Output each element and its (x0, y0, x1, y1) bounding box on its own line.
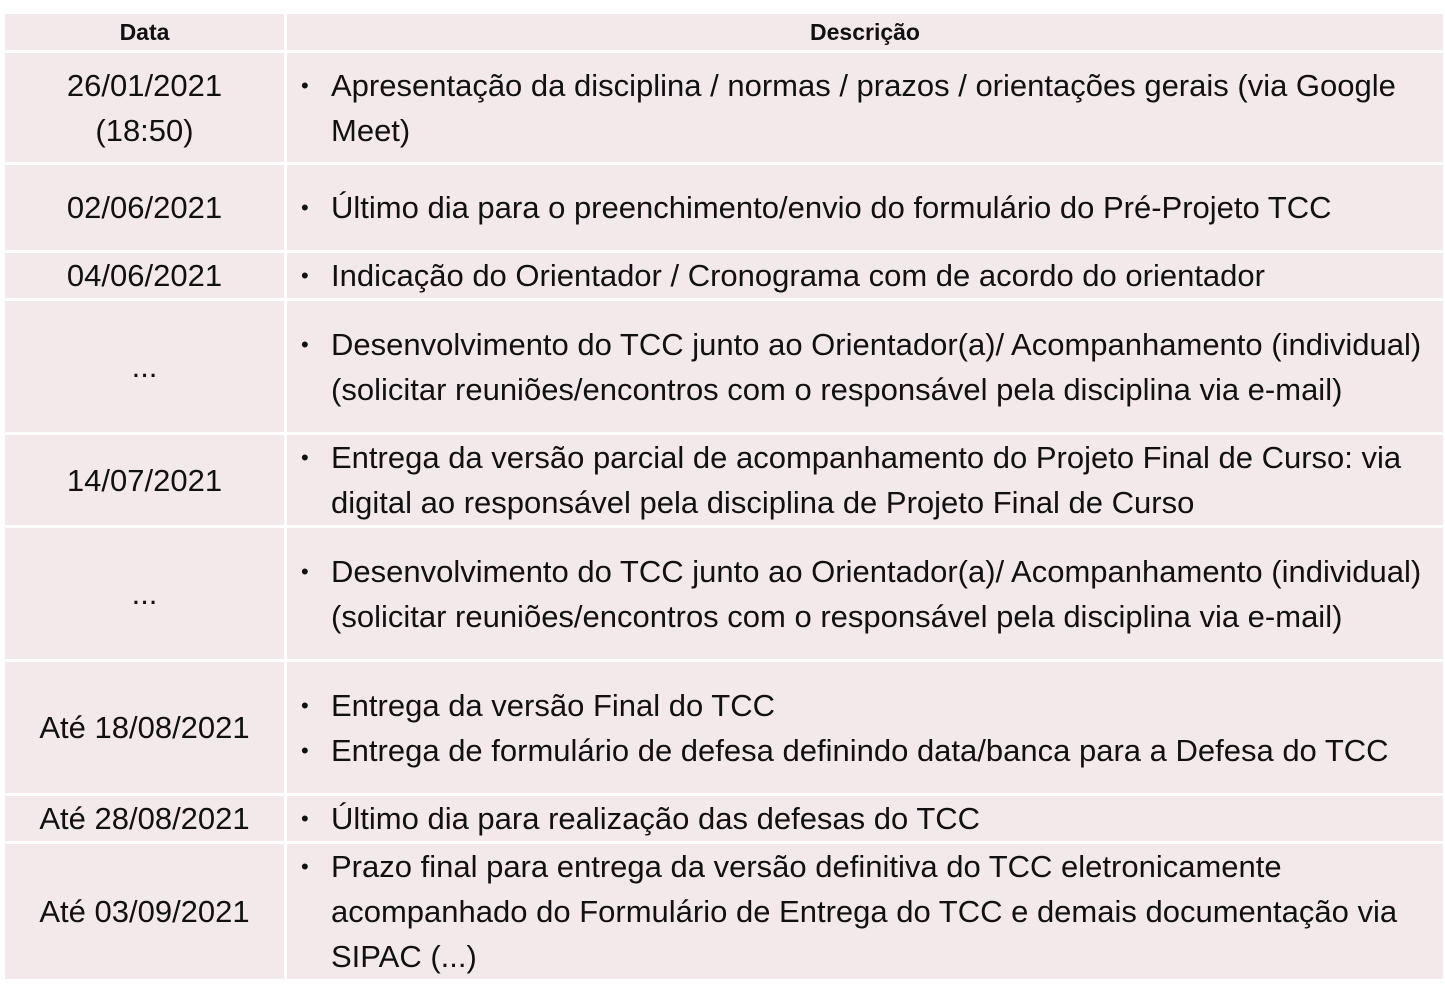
date-text: Até 18/08/2021 (39, 710, 250, 745)
date-cell (4, 843, 286, 981)
bullet-icon: • (301, 737, 309, 763)
date-cell (4, 527, 286, 661)
description-cell (286, 527, 1445, 661)
description-cell (286, 795, 1445, 843)
date-cell (4, 164, 286, 252)
table-row (4, 434, 1445, 527)
table-row (4, 252, 1445, 300)
header-row (4, 13, 1445, 52)
date-text: (18:50) (95, 112, 194, 148)
list-item (287, 435, 1443, 525)
list-item (287, 844, 1443, 979)
list-item (287, 185, 1443, 230)
date-text: 14/07/2021 (66, 462, 223, 498)
list-item (287, 728, 1443, 773)
description-list (287, 63, 1443, 153)
table-header (4, 13, 1445, 52)
date-cell (4, 661, 286, 795)
description-cell (286, 661, 1445, 795)
date-cell (4, 434, 286, 527)
table-row (4, 843, 1445, 981)
list-item (287, 253, 1443, 298)
bullet-icon: • (301, 445, 309, 470)
table-row (4, 795, 1445, 843)
description-cell (286, 843, 1445, 981)
description-text: Último dia para o preenchimento/envio do formulário do Pré-Projeto TCC (331, 190, 1332, 225)
description-list (287, 796, 1443, 841)
date-cell (4, 252, 286, 300)
description-text: Entrega da versão parcial de acompanhamento do Projeto Final de Curso: via digital ao responsável pela disciplina de Projeto Final de Curso (331, 440, 1402, 520)
description-cell (286, 252, 1445, 300)
list-item (287, 549, 1443, 639)
description-list (287, 844, 1443, 979)
date-text: 04/06/2021 (66, 258, 223, 293)
description-text: Último dia para realização das defesas do TCC (331, 801, 981, 836)
description-cell (286, 434, 1445, 527)
table-row (4, 300, 1445, 434)
description-cell (286, 300, 1445, 434)
table-row (4, 164, 1445, 252)
table-row (4, 661, 1445, 795)
description-text: Entrega de formulário de defesa definindo data/banca para a Defesa do TCC (331, 732, 1389, 768)
description-text: Desenvolvimento do TCC junto ao Orientador(a)/ Acompanhamento (individual) (solicitar reuniões/encontros com o responsável pela disciplina via e-mail) (331, 326, 1422, 407)
description-text: Indicação do Orientador / Cronograma com de acordo do orientador (331, 258, 1265, 293)
description-list (287, 322, 1443, 412)
description-text: Apresentação da disciplina / normas / prazos / orientações gerais (via Google Meet) (331, 67, 1396, 148)
list-item (287, 683, 1443, 728)
date-text: ... (131, 576, 158, 611)
date-text: Até 03/09/2021 (39, 894, 250, 929)
description-list (287, 435, 1443, 525)
bullet-icon: • (301, 195, 309, 220)
bullet-icon: • (301, 331, 309, 357)
description-list (287, 253, 1443, 298)
column-header-date: Data (4, 13, 286, 52)
date-text: 02/06/2021 (66, 190, 223, 225)
description-cell (286, 52, 1445, 164)
list-item (287, 322, 1443, 412)
schedule-table-container (2, 11, 1443, 982)
table-row (4, 527, 1445, 661)
bullet-icon: • (301, 263, 309, 288)
description-cell (286, 164, 1445, 252)
list-item (287, 796, 1443, 841)
column-header-description: Descrição (286, 13, 1445, 52)
description-text: Entrega da versão Final do TCC (331, 687, 775, 723)
bullet-icon: • (301, 854, 309, 879)
table-row (4, 52, 1445, 164)
description-list (287, 683, 1443, 773)
schedule-table (2, 11, 1445, 982)
description-text: Prazo final para entrega da versão definitiva do TCC eletronicamente acompanhado do Formulário de Entrega do TCC e demais documentação via SIPAC (...) (331, 849, 1398, 974)
date-text: 26/01/2021 (66, 67, 223, 103)
bullet-icon: • (301, 72, 309, 98)
description-list (287, 549, 1443, 639)
bullet-icon: • (301, 692, 309, 718)
date-cell (4, 795, 286, 843)
bullet-icon: • (301, 806, 309, 831)
table-body (4, 52, 1445, 981)
description-list (287, 185, 1443, 230)
list-item (287, 63, 1443, 153)
bullet-icon: • (301, 558, 309, 584)
date-text: ... (131, 349, 158, 384)
date-cell (4, 52, 286, 164)
description-text: Desenvolvimento do TCC junto ao Orientador(a)/ Acompanhamento (individual) (solicitar reuniões/encontros com o responsável pela disciplina via e-mail) (331, 553, 1422, 634)
date-text: Até 28/08/2021 (39, 801, 250, 836)
date-cell (4, 300, 286, 434)
